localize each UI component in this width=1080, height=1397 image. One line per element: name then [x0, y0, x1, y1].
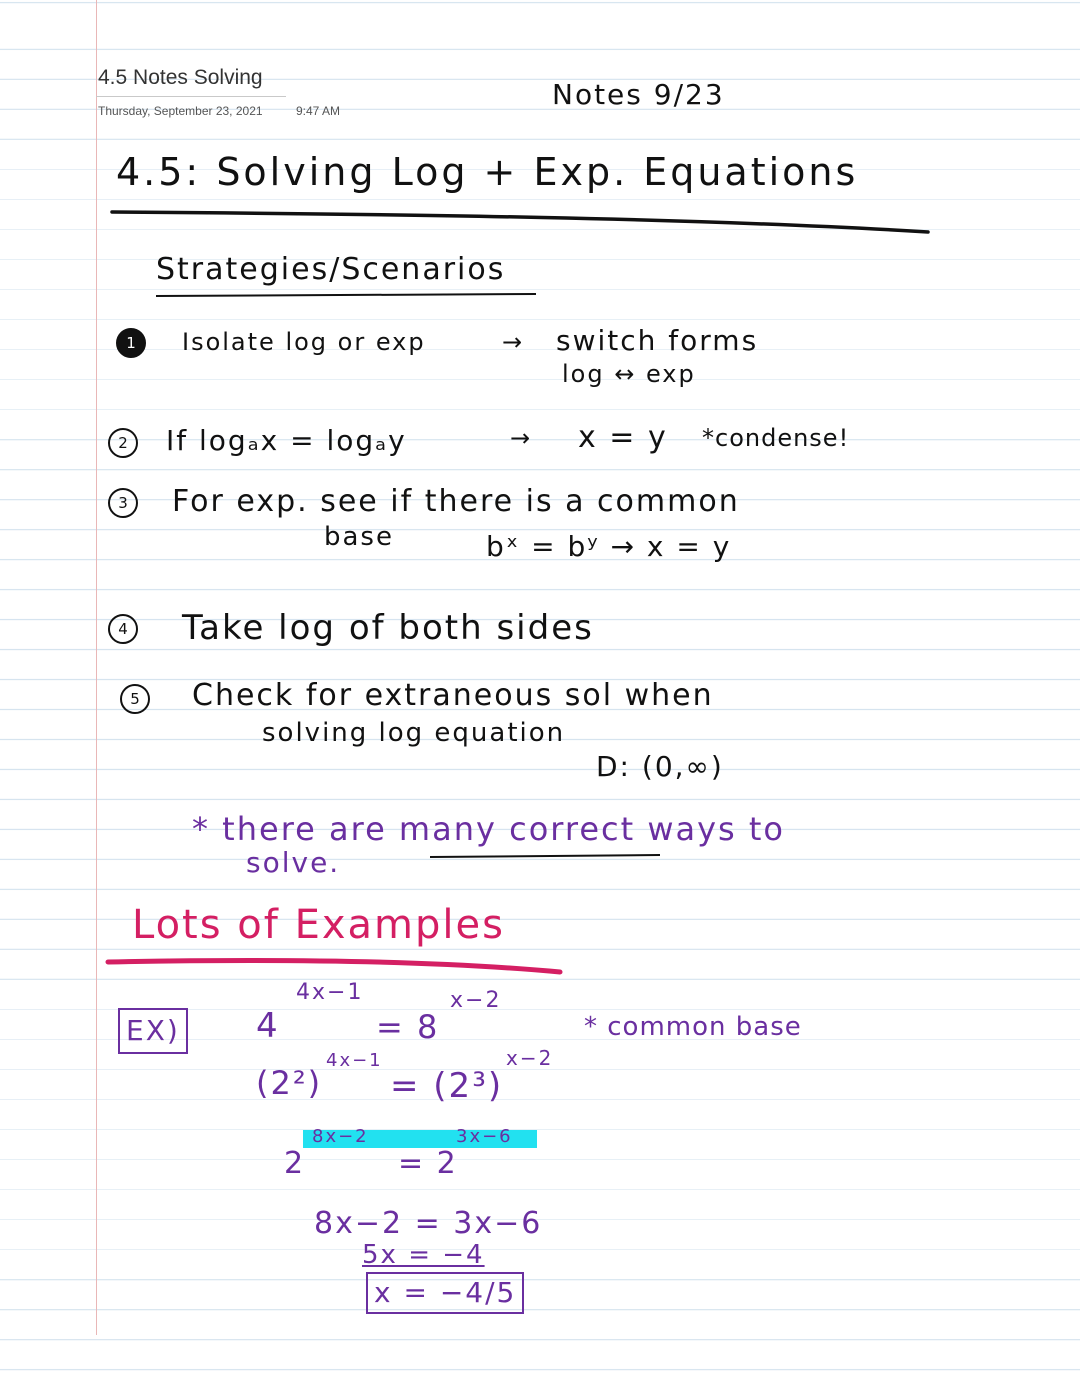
- step-number-4: 4: [108, 614, 138, 644]
- page-margin-line: [96, 0, 97, 1335]
- ex-line3-left: 2: [284, 1146, 306, 1181]
- step1-result: switch forms: [556, 324, 759, 357]
- notes-date-label: Notes 9/23: [552, 78, 725, 111]
- step1-text: Isolate log or exp: [182, 328, 426, 356]
- step4-text: Take log of both sides: [182, 608, 594, 648]
- step5-text: Check for extraneous sol when: [192, 678, 714, 713]
- many-ways-line1: * there are many correct ways to: [192, 810, 785, 848]
- ex-line2-left-exp: 4x−1: [326, 1050, 383, 1071]
- step2-note: *condense!: [702, 424, 850, 452]
- step5-domain: D: (0,∞): [596, 750, 724, 783]
- page-title: 4.5 Notes Solving: [98, 66, 263, 89]
- ex-line1-left-exp: 4x−1: [296, 980, 364, 1005]
- header-divider: [96, 96, 286, 97]
- step-number-2: 2: [108, 428, 138, 458]
- ex-line1-right: = 8: [376, 1008, 440, 1046]
- step1-sub: log ↔ exp: [562, 360, 696, 388]
- step-number-1: 1: [116, 328, 146, 358]
- arrow-icon: →: [510, 424, 533, 452]
- ex-line2-right: = (2³): [390, 1066, 504, 1106]
- page-date: Thursday, September 23, 2021: [98, 104, 263, 118]
- example-note: * common base: [584, 1012, 802, 1042]
- main-heading: 4.5: Solving Log + Exp. Equations: [116, 150, 859, 194]
- step-number-5: 5: [120, 684, 150, 714]
- ex-answer: x = −4/5: [366, 1272, 524, 1314]
- many-ways-line2: solve.: [246, 846, 341, 879]
- ex-step1: 8x−2 = 3x−6: [314, 1206, 543, 1241]
- ex-line3-right: = 2: [398, 1146, 458, 1181]
- examples-title: Lots of Examples: [132, 902, 505, 948]
- step5-sub: solving log equation: [262, 718, 566, 748]
- example-label: EX): [118, 1008, 188, 1054]
- arrow-icon: →: [502, 328, 525, 356]
- ex-line1-right-exp: x−2: [450, 988, 502, 1013]
- ex-line2-left: (2²): [256, 1064, 323, 1102]
- ex-step2: 5x = −4: [362, 1240, 485, 1270]
- step3-base: base: [324, 522, 394, 552]
- ex-line2-right-exp: x−2: [506, 1046, 554, 1070]
- ex-line3-right-exp: 3x−6: [456, 1126, 513, 1147]
- step-number-3: 3: [108, 488, 138, 518]
- step2-text: If logₐx = logₐy: [166, 424, 407, 457]
- ex-line1-left: 4: [256, 1006, 280, 1046]
- step2-result: x = y: [578, 420, 668, 455]
- page-time: 9:47 AM: [296, 104, 341, 118]
- step3-formula: bˣ = bʸ → x = y: [486, 530, 732, 563]
- step3-text: For exp. see if there is a common: [172, 484, 740, 519]
- strategies-title: Strategies/Scenarios: [156, 252, 506, 287]
- ex-line3-left-exp: 8x−2: [312, 1126, 369, 1147]
